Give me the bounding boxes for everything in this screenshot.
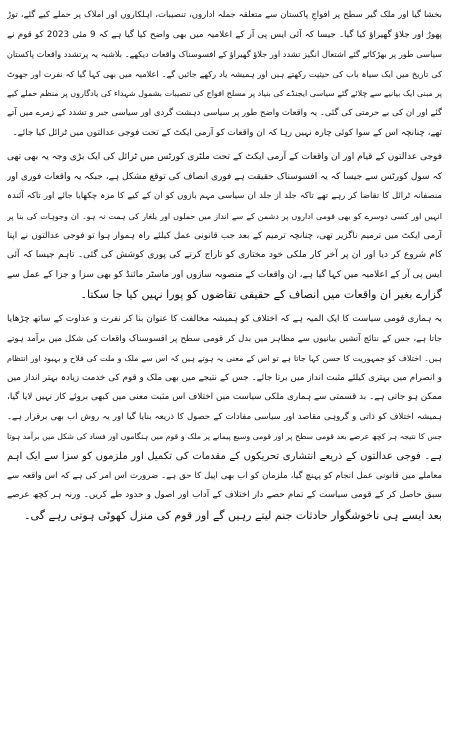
text-line: ہیں۔ اختلاف کو جمہوریت کا حسن کہا جاتا ہے تو اس کے معنی یہ ہوتے ہیں کہ اس سے ملک و ملت کی فلاح و بہبود اور انتظام bbox=[7, 354, 442, 364]
text-line: جاتا ہے، جس کے نتائج آتشیں بیانیوں سے مظاہر میں بدل کر قومی سطح پر افسوسناک واقعات کی شکل میں برآمد ہوتے bbox=[7, 333, 442, 344]
text-line: فوجی عدالتوں کے قیام اور ان واقعات کے آرمی ایکٹ کے تحت ملٹری کورٹس میں ٹرائل کی ایک بڑی وجہ یہ بھی تھی bbox=[7, 152, 442, 163]
text-line: معاملے میں قانونی عمل انجام کو پہنچ گیا، ملزمان کو اب بھی اپیل کا حق ہے۔ ضرورت اس امر کی ہے کہ اس واقعہ سے bbox=[7, 470, 442, 481]
text-line: منصفانہ ٹرائل کا تقاضا کر رہے تھے تاکہ جلد از جلد ان سیاسی مہم بازوں کو ان کے کیے کا مزہ چکھایا جائے اور تاکہ آئندہ bbox=[7, 191, 442, 202]
paragraph-2 bbox=[7, 148, 442, 305]
text-line: کی تاریخ میں ایک سیاہ باب کی حیثیت رکھتے ہیں اور ہمیشہ یاد رکھے جائیں گے۔ اعلامیہ میں بھی کہا گیا کہ نفرت اور جھوٹ bbox=[7, 68, 442, 79]
paragraph-1 bbox=[7, 6, 442, 143]
text-line: کام شروع کر دیا اور ان پر آخر کار ملکی خود مختاری کو تاراج کرنے کی پوری کوشش کی گئی۔ تاہم جیسا کہ آئی bbox=[7, 250, 442, 261]
text-line: ممکن ہو جاتی ہے۔ بد قسمتی سے ہماری ملکی سیاست میں اختلاف اس مثبت معنی میں کبھی بروئے کار نہیں لایا گیا، bbox=[7, 392, 442, 403]
paragraph-3 bbox=[7, 310, 442, 526]
text-line: جس کا نتیجہ ہر کچھ عرصے بعد قومی سطح پر اور قومی وسیع پیمانے پر ملک و قوم میں ہنگاموں اور فساد کی شکل میں برآمد ہوتا bbox=[7, 432, 442, 442]
text-line: پر مبنی ایک بیانیے سے چلائے گئے سیاسی ایجنڈے کی بنیاد پر مسلح افواج کی تنصیبات بشمول شہداء کی یادگاروں پر منظم حملے کیے bbox=[7, 89, 442, 99]
text-line: تھے، چنانچہ اس کے سوا کوئی چارہ نہیں رہا کہ ان واقعات کو آرمی ایکٹ کے تحت فوجی عدالتوں میں ٹرائل کیا جائے۔ bbox=[12, 127, 442, 138]
text-line: گئے اور ان کی بے حرمتی کی گئی۔ یہ واقعات واضح طور پر سیاسی دہشت گردی اور سیاسی جبر و تشدد کے زمرے میں آتے bbox=[7, 107, 442, 118]
text-line: سبق حاصل کر کے قومی سیاست کے تمام حصے دار اختلاف کے آداب اور اصول و حدود طے کریں۔ ورنہ ہر کچھ عرصے bbox=[7, 490, 442, 501]
text-line: بخشا گیا اور ملک گیر سطح پر افواجِ پاکستان سے متعلقہ جملہ اداروں، تنصیبات، اہلکاروں اور املاک پر حملے کیے گئے، توڑ bbox=[7, 10, 442, 20]
text-line: آرمی ایکٹ میں ترمیم ناگزیر تھی، چنانچہ ترمیم کے بعد جب قانونی عمل کیلئے راہ ہموار ہوا تو فوجی عدالتوں نے اپنا bbox=[7, 230, 442, 241]
text-line: بعد ایسے ہی ناخوشگوار حادثات جنم لیتے رہیں گے اور قوم کی منزل کھوٹی ہوتی رہے گی۔ bbox=[24, 508, 442, 522]
text-line: ہمیشہ اختلاف کو ذاتی و گروہی مقاصد اور سیاسی مفادات کے حصول کا ذریعہ بنایا گیا اور یہ روش اب بھی برقرار ہے۔ bbox=[7, 411, 442, 422]
text-line: ہے۔ فوجی عدالتوں کے ذریعے انتشاری تحریکوں کے مقدمات کی تکمیل اور ملزموں کو سزا سے ایک اہم bbox=[7, 451, 442, 463]
text-line: پھوڑ اور جلاؤ گھیراؤ کیا گیا۔ جیسا کہ آئی ایس پی آر کے اعلامیہ میں بھی واضح کیا گیا ہے کہ 9 مئی 2023 کو قوم نے bbox=[7, 29, 442, 40]
text-line: گزارے بغیر ان واقعات میں انصاف کے حقیقی تقاضوں کو پورا نہیں کیا جا سکتا۔ bbox=[80, 288, 442, 302]
text-line: و انصرام میں بہتری کیلئے مثبت انداز میں برتا جائے۔ جس کے نتیجے میں بھی ملک و قوم کی خدمت زیادہ بہتر انداز میں bbox=[7, 372, 442, 383]
text-line: ایس پی آر کے اعلامیہ میں کہا گیا ہے، ان واقعات کے منصوبہ سازوں اور ماسٹر مائنڈ کو بھی سزا و جزا کے عمل سے bbox=[7, 269, 442, 280]
text-line: سیاسی طور پر بھڑکائے گئے اشتعال انگیز تشدد اور جلاؤ گھیراؤ کے افسوسناک واقعات دیکھے۔ بلاشبہ یہ پرتشدد واقعات پاکستان bbox=[7, 49, 442, 60]
text-line: انہیں اور کسی دوسرے کو بھی قومی اداروں پر دشمن کے سے انداز میں حملوں اور یلغار کی ہمت نہ ہو۔ ان وجوہات کی بنا پر bbox=[7, 211, 442, 221]
text-line: یہ ہماری قومی سیاست کا ایک المیہ ہے کہ اختلاف کو ہمیشہ مخالفت کا عنوان بنا کر نفرت و عداوت کے ساتھ چڑھایا bbox=[7, 313, 442, 324]
text-line: کہ سول کورٹس سے جیسا کہ یہ افسوسناک حقیقت ہے فوری انصاف کی توقع مشکل ہے، جبکہ یہ واقعات فوری اور bbox=[7, 171, 442, 182]
